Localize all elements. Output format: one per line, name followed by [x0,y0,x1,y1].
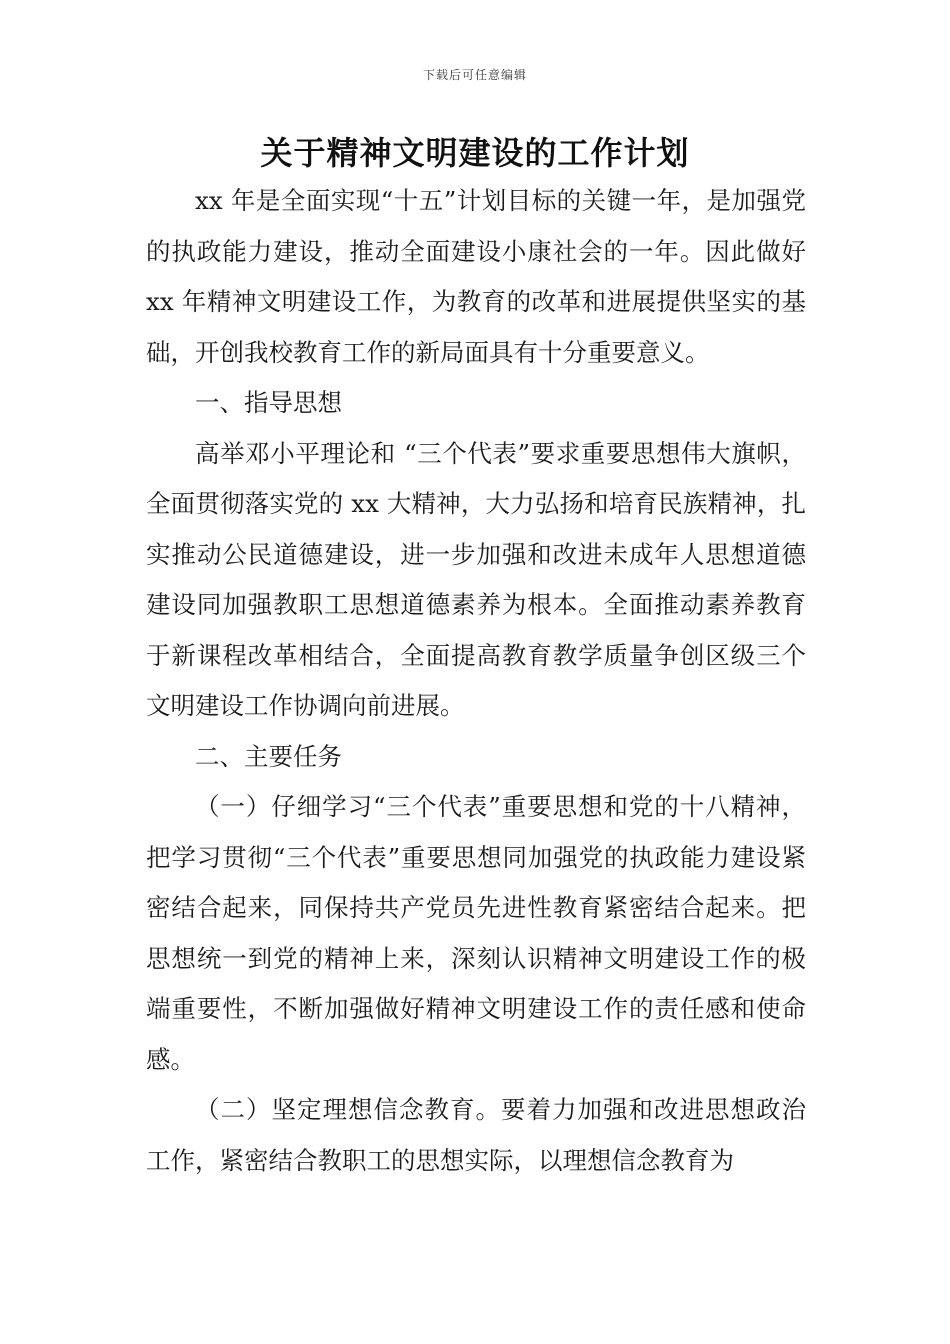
section-heading-guiding-ideology: 一、指导思想 [195,388,342,417]
section-heading-main-tasks: 二、主要任务 [195,741,342,771]
paragraph-task-2: （二）坚定理想信念教育。要着力加强和改进思想政治工作，紧密结合教职工的思想实际，以理想信念教育为 [146,1095,806,1175]
paragraph-intro: xx 年是全面实现“十五”计划目标的关键一年，是加强党的执政能力建设，推动全面建设小康社会的一年。因此做好 xx 年精神文明建设工作，为教育的改革和进展提供坚实的基础，开创我校教育工作的新局面具有十分重要意义。 [146,186,806,367]
document-body [146,176,806,1186]
document-title: 关于精神文明建设的工作计划 [260,134,690,172]
paragraph-guiding-ideology: 高举邓小平理论和 “三个代表”要求重要思想伟大旗帜，全面贯彻落实党的 xx 大精神，大力弘扬和培育民族精神，扎实推动公民道德建设，进一步加强和改进未成年人思想道德建设同加强教职工思想道德素养为根本。全面推动素养教育于新课程改革相结合，全面提高教育教学质量争创区级三个文明建设工作协调向前进展。 [146,438,806,720]
header-note: 下载后可任意编辑 [422,68,527,82]
paragraph-task-1: （一）仔细学习“三个代表”重要思想和党的十八精神，把学习贯彻“三个代表”重要思想同加强党的执政能力建设紧密结合起来，同保持共产党员先进性教育紧密结合起来。把思想统一到党的精神上来，深刻认识精神文明建设工作的极端重要性，不断加强做好精神文明建设工作的责任感和使命感。 [146,792,806,1074]
